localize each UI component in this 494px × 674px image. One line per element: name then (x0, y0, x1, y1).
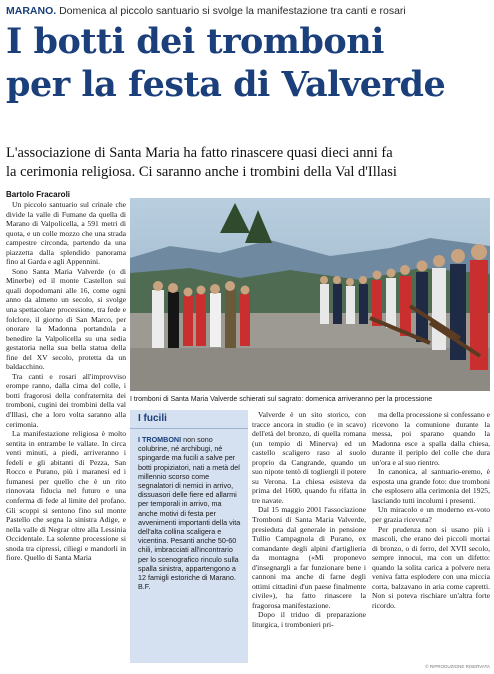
paragraph: Dopo il triduo di preparazione liturgica, i trombonieri pri- (252, 610, 366, 630)
subhead-line-2: la cerimonia religiosa. Ci saranno anche i trombini della Val d'Illasi (6, 164, 397, 180)
column-middle (252, 410, 366, 663)
photo-illustration (130, 198, 490, 391)
paragraph: Un miracolo e un moderno ex-voto per grazia ricevuta? (372, 505, 490, 525)
box-title: I fucili (130, 410, 248, 429)
paragraph: Tra canti e rosari all'improvviso erompe ranno, dalla cima del colle, i botti fragorosi della confraternita dei tromboni, cugini dei trombini della val d'Illasi, che a loro volta saranno alla cerimonia. (6, 371, 126, 429)
photo-caption: I tromboni di Santa Maria Valverde schierati sul sagrato: domenica arriveranno per la processione (130, 396, 433, 403)
byline: Bartolo Fracaroli (6, 190, 71, 199)
box-text: non sono colubrine, né archibugi, né spingarde ma fucili a salve per botti propiziatori, nati a metà del millennio scorso come segnalatori di nemici in arrivo, dissuasori delle fiere ed allarmi per temporali in arrivo, ma anche motivi di festa per avvenimenti importanti della vita dell'alta collina scaligera e vicentina. Pesanti anche 50-60 chili, imbracciati all'incontrario per lo scenografico rinculo sulla spalla sinistra, appartengono a 12 famigli estoriche di Marano. (138, 435, 241, 583)
box-body (130, 429, 248, 591)
sidebar-box (130, 410, 248, 663)
column-right (372, 410, 490, 663)
kicker (6, 4, 490, 18)
kicker-location: MARANO. (6, 5, 57, 17)
column-left (6, 200, 126, 670)
paragraph: Per prudenza non si usano più i mascoli, che erano dei piccoli mortai di bronzo, o di ferro, del XVII secolo, sempre innocui, ma con un difetto: quando la solita carica a polvere nera veniva fatta esplodere con una miccia corta, balzavano in aria come caprettі. Non si poteva rischiare un'altra forte ricordo. (372, 524, 490, 610)
paragraph: In canonica, al santuario-eremo, è esposta una grande foto: due tromboni che esplosero alla cerimonia del 1925, lasciando tutti incolumi i presenti. (372, 467, 490, 505)
kicker-text: Domenica al piccolo santuario si svolge la manifestazione tra canti e rosari (59, 5, 406, 17)
subhead-line-1: L'associazione di Santa Maria ha fatto rinascere quasi dieci anni fa (6, 145, 393, 161)
paragraph: Valverde è un sito storico, con tracce ancora in studio (e in scavo) dell'età del bronzo, di quella romana (un tempio di Minerva) ed un castello scaligero raso al suolo proprio da Cangrande, quando un suo nipote tentò di togliergli il potere su Verona. La chiesa esisteva da prima del 1600, quando fu rifatta in tre navate. (252, 410, 366, 505)
paragraph: Un piccolo santuario sul crinale che divide la valle di Fumane da quella di Marano di Valpolicella, a 591 metri di quota, e un colle mozzo che una strada campestre circonda, partendo da una piazzetta dalla splendido panorama fino al Garda e agli Appennini. (6, 200, 126, 267)
paragraph: Dal 15 maggio 2001 l'associazione Tromboni di Santa Maria Valverde, presieduta dal generale in pensione Tullio Campagnola di Purano, ex comandante degli alpini d'artiglieria da montagna («Mi proponevo d'insegnargli a far funzionare bene i cannoni ma anche di farne degli ottimi cittadini d'un paese finalmente civile»), ha fatto rinascere la fragorosa manifestazione. (252, 505, 366, 610)
paragraph: La manifestazione religiosa è molto sentita in entrambe le vallate. In circa venti minuti, a piedi, arriveranno i fedeli e gli abitanti di Pezza, San Rocco e Purano, più i maranesi ed i fumanesi per quello che è un rito rinnovata fiducia nel futuro e una conferma di fede al limite del profano. Gli scoppi si sentono fino sul monte Pastello che segna la sinistra Adige, e nella valle di Negrar oltre alla Lessinia Occidentale. La solenne processione si snoda tra cipressi, ciliegi e mandorli in fiore. Quello di Santa Maria (6, 429, 126, 563)
box-initials: B.F. (138, 582, 151, 592)
headline-line-2: per la festa di Valverde (6, 64, 446, 105)
photo-tromboni (130, 198, 490, 391)
box-lead: I TROMBONI (138, 435, 182, 444)
paragraph: Sono Santa Maria Valverde (o di Minerbe) ed il monte Castellon sui quali dopodomani alle 16, come ogni anno da almeno un secolo, si svolge una spettacolare processione, tra fede e folclore, il giorno di San Marco, per onorare la Madonna portandola a benedire la Valpolicella su una sedia gestatoria nella sua bella statua della fine del XV secolo, protetta da un baldacchino. (6, 266, 126, 372)
paragraph: ma della processione si confessano e ricevono la comunione durante la messa, poi sparano quando la Madonna esce a spalla dalla chiesa, durante il periplo del colle che dura un'ora e al suo rientro. (372, 410, 490, 467)
headline-line-1: I botti dei tromboni (6, 21, 384, 62)
copyright-note: © RIPRODUZIONE RISERVATA (425, 664, 490, 669)
